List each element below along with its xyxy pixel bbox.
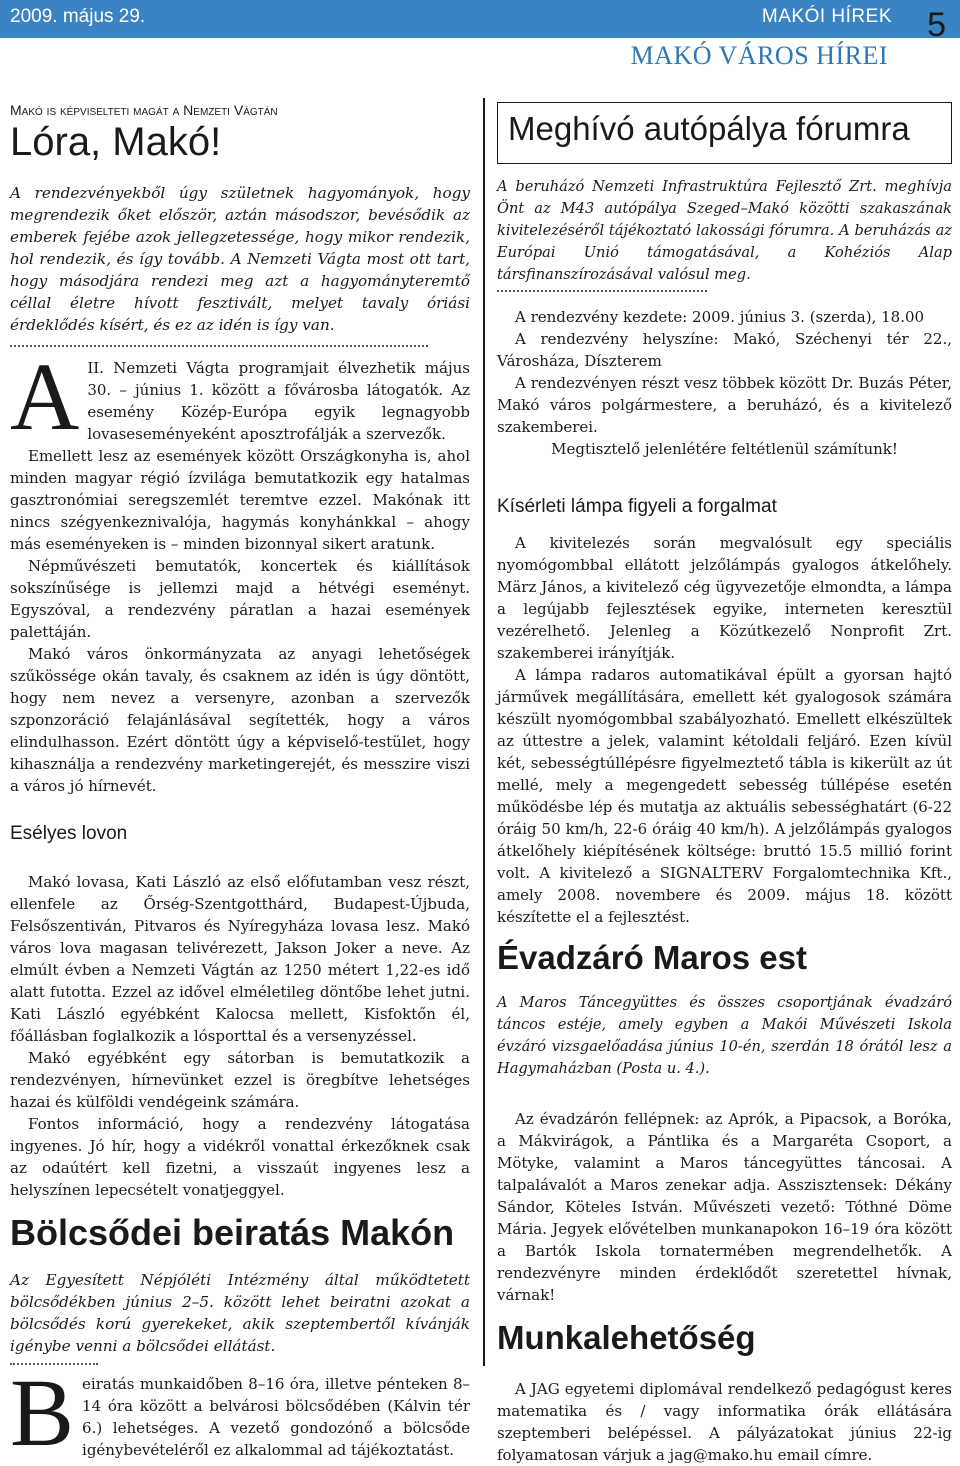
paragraph: Makó egyébként egy sátorban is bemutatkozik a rendezvényen, hírnevünket ezzel is öregbítve lehetséges hazai és külföldi vendégeink számára. xyxy=(10,1049,470,1111)
article-body xyxy=(497,532,952,928)
right-column xyxy=(497,98,952,1466)
section-name: MAKÓI HÍREK xyxy=(761,6,892,27)
article-body-2 xyxy=(10,871,470,1201)
invitation-lead: A beruházó Nemzeti Infrastruktúra Fejlesztő Zrt. meghívja Önt az M43 autópálya Szeged–Makó közötti szakaszának kivitelezéséről tájékoztató lakossági fórumra. A beruházás az Európai Unió támogatásával, a Kohéziós Alap társfinanszírozásával valósul meg. xyxy=(497,178,952,283)
article-lead: A rendezvényekből úgy születnek hagyományok, hogy megrendezik őket először, aztán másodszor, bevésődik az emberek fejébe azok jellegzetessége, hogy mikor rendezik, hol rendezik, és így tovább. A Nemzeti Vágta most ott tart, hogy másodjára rendezi meg azt a hagyományteremtő céllal életre hívott fesztivált, melyet tavaly óriási érdeklődés kísért, és ez az idén is így van. xyxy=(10,184,470,334)
article-body xyxy=(497,1108,952,1306)
dotted-separator xyxy=(497,290,707,292)
paragraph: Az évadzárón fellépnek: az Aprók, a Pipacsok, a Boróka, a Mákvirágok, a Pántlika és a Margaréta Csoport, a Mötyke, valamint a Maros táncegyüttes táncosai. A talpalávalót a Maros zenekar adja. Asszisztensek: Dékány Sándor, Köteles István. Művészeti vezető: Tóthné Döme Mária. Jegyek elővételben munkanapokon 16–19 óra között a Bartók Iskola tornatermében megrendelhetők. A rendezvényre minden érdeklődőt szeretettel hívnak, várnak! xyxy=(497,1110,952,1304)
event-participants: A rendezvényen részt vesz többek között Dr. Buzás Péter, Makó város polgármestere, a beruházó, és a kivitelező szakemberei. xyxy=(497,374,952,436)
issue-date: 2009. május 29. xyxy=(10,6,146,27)
paragraph: Makó város önkormányzata az anyagi lehetőségek szűkössége okán tavaly, és csaknem az idén is úgy döntött, hogy nem nevez a versenyre, azonban a szervezők szponzoráció felajánlásával segítették, hogy a város elindulhasson. Ezért döntött úgy a képviselő-testület, hogy kihasználja a rendezvény marketingerejét, és messzire viszi a város jó hírnevét. xyxy=(10,645,470,795)
paragraph: Emellett lesz az események között Országkonyha is, ahol minden magyar régió ízvilága bemutatkozik egy hatalmas gasztronómiai seregszemlét teremtve ezzel. Makónak itt nincs szégyenkeznivalója, hagymás konyhánkkal – ahogy más eseményeken is – minden bizonnyal sikert aratunk. xyxy=(10,447,470,553)
header-bar xyxy=(0,0,960,44)
article-body xyxy=(10,445,470,797)
section-title: Munkalehetőség xyxy=(497,1319,756,1356)
paragraph: Fontos információ, hogy a rendezvény látogatása ingyenes. Jó hír, hogy a vidékről vonattal érkezőknek csak az odaútért kell fizetni, a visszaút ingyenes lesz a helyszínen lepecsételt vonatjeggyel. xyxy=(10,1115,470,1199)
section-lead: A Maros Táncegyüttes és összes csoportjának évadzáró táncos estéje, amely egyben a Makói Művészeti Iskola évzáró vizsgaelőadása június 10-én, szerdán 18 órától lesz a Hagymaházban (Posta u. 4.). xyxy=(497,994,952,1077)
drop-cap: B xyxy=(10,1359,75,1466)
page-number: 5 xyxy=(927,6,946,44)
article-body xyxy=(497,1378,952,1466)
event-start: A rendezvény kezdete: 2009. június 3. (szerda), 18.00 xyxy=(515,308,925,326)
left-column xyxy=(10,98,470,1466)
section-lead: Az Egyesített Népjóléti Intézmény által működtetett bölcsődékben június 2–5. között lehet beiratni azokat a bölcsődés korú gyerekeket, akik szeptembertől kívánják igénybe venni a bölcsődei ellátást. xyxy=(10,1271,470,1355)
paragraph: Makó lovasa, Kati László az első előfutamban vesz részt, ellenfele az Őrség-Szentgotthárd, Budapest-Újbuda, Felsőszentiván, Pitvaros és Nyíregyháza lovasa lesz. Makó város lova magasan telivérezett, Jakson Joker a neve. Az elmúlt évben a Nemzeti Vágtán az 1250 métert 1,22-es idő alatt futotta. Ezzel az idővel elméletileg döntőbe lehet jutni. Kati László egyébként Kalocsa mellett, Kisfoktőn él, főállásban foglalkozik a lósporttal és a versenyzéssel. xyxy=(10,873,470,1045)
event-venue: A rendezvény helyszíne: Makó, Széchenyi tér 22., Városháza, Díszterem xyxy=(497,330,952,370)
subheading: Kísérleti lámpa figyeli a forgalmat xyxy=(497,496,777,517)
page-heading: MAKÓ VÁROS HÍREI xyxy=(630,41,888,70)
dropcap-paragraph xyxy=(10,343,470,450)
drop-cap: A xyxy=(10,343,80,450)
invitation-title: Meghívó autópálya fórumra xyxy=(497,102,952,164)
section-title: Évadzáró Maros est xyxy=(497,939,807,976)
column-divider xyxy=(483,98,485,1366)
article-kicker: Makó is képviselteti magát a Nemzeti Vágtán xyxy=(10,102,278,118)
paragraph: A lámpa radaros automatikával épült a gyorsan hajtó járművek megállítására, emellett két gyalogosok számára készült nyomógombbal szabályozható. Emellett elkészültek az úttestre a jelek, valamint kétoldali feljáró. Ezen kívül két, sebességtúllépésre figyelmeztető tábla is kikerült az út mellé, mely a megengedett sebesség túllépése esetén működésbe lép és mutatja az aktuális sebességhatárt (6-22 óráig 50 km/h, 22-6 óráig 40 km/h). A jelzőlámpás gyalogos átkelőhely kiépítésének költsége: bruttó 15.5 millió forint volt. A kivitelező a SIGNALTERV Forgalomtechnika Kft., amely 2008. novembere és 2009. május 18. között készítette el a fejlesztést. xyxy=(497,666,952,926)
section-title: Bölcsődei beiratás Makón xyxy=(10,1212,455,1253)
article-title: Lóra, Makó! xyxy=(10,120,222,164)
event-details xyxy=(497,306,952,460)
dropcap-paragraph xyxy=(10,1359,470,1466)
paragraph: A JAG egyetemi diplomával rendelkező pedagógust keres matematika és / vagy informatika órák ellátására szeptemberi belépéssel. A pályázatokat június 22-ig folyamatosan várjuk a jag@mako.hu email címre. xyxy=(497,1380,952,1464)
paragraph: A kivitelezés során megvalósult egy speciális nyomógombbal ellátott jelzőlámpás gyalogos átkelőhely. März János, a kivitelező cég ügyvezetője elmondta, a lámpa a legújabb fejlesztések egyike, interneten keresztül vezérelhető. Jelenleg a Közútkezelő Nonprofit Zrt. szakemberei irányítják. xyxy=(497,534,952,662)
paragraph: II. Nemzeti Vágta programjait élvezhetik május 30. – június 1. között a fővárosba látogatók. Az esemény Közép-Európa egyik legnagyobb lovaseseményeként aposztrofálják a szervezők. xyxy=(87,359,470,443)
subheading: Esélyes lovon xyxy=(10,823,128,844)
closing-line: Megtisztelő jelenlétére feltétlenül számítunk! xyxy=(551,440,898,458)
paragraph: Népművészeti bemutatók, koncertek és kiállítások sokszínűsége is jellemzi majd a hétvégi eseményt. Egyszóval, a rendezvény páratlan a hazai események palettáján. xyxy=(10,557,470,641)
paragraph: eiratás munkaidőben 8–16 óra, illetve pénteken 8–14 óra között a belvárosi bölcsődében (Kálvin tér 6.) lehetséges. A vezető gondozónő a bölcsőde igénybevételéről ez alkalommal ad tájékoztatást. xyxy=(82,1375,470,1459)
